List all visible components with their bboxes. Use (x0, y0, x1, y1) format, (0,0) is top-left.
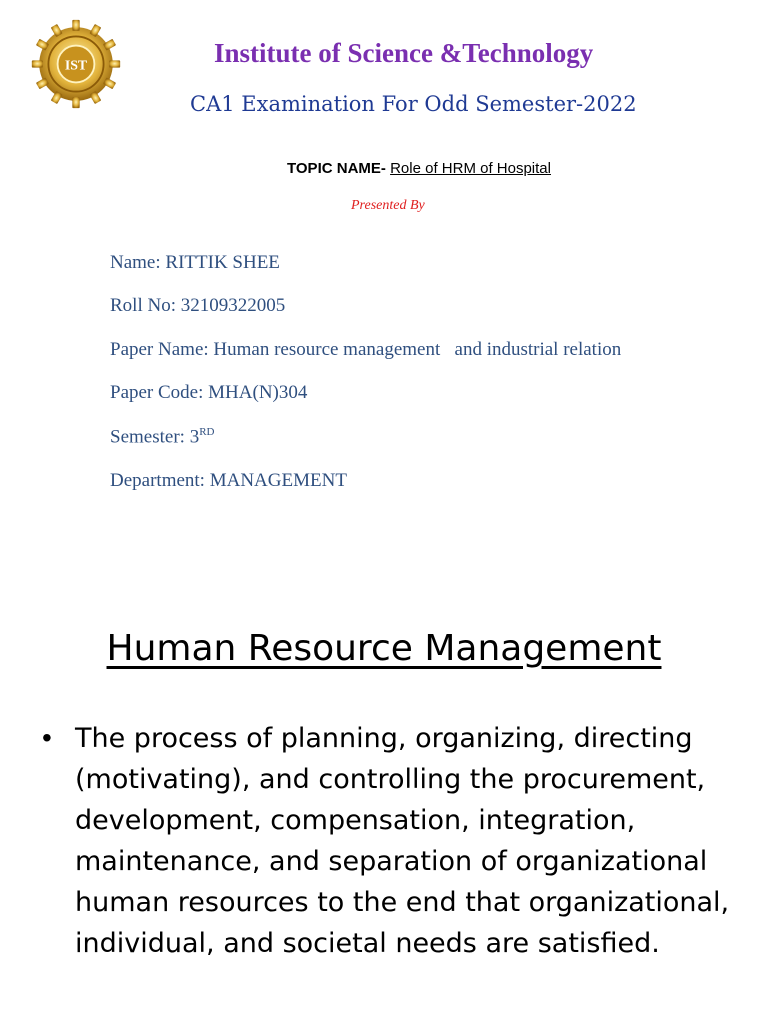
topic-value: Role of HRM of Hospital (390, 160, 551, 177)
detail-department (110, 470, 347, 492)
detail-paper-name (110, 339, 621, 361)
detail-value: RITTIK SHEE (165, 252, 280, 273)
detail-paper-code (110, 382, 307, 404)
detail-value: 32109322005 (180, 295, 286, 316)
exam-title: CA1 Examination For Odd Semester-2022 (190, 92, 637, 116)
topic-line (0, 160, 768, 177)
logo-text: IST (64, 57, 88, 73)
detail-semester (110, 426, 214, 448)
detail-roll-no (110, 295, 285, 317)
detail-value: 3 (189, 426, 200, 448)
institute-title: Institute of Science &Technology (214, 38, 594, 68)
detail-name (110, 252, 280, 274)
detail-label: Semester: (110, 426, 185, 448)
detail-label: Paper Code: (110, 382, 204, 403)
slide-heading: Human Resource Management (106, 628, 662, 669)
detail-value: MANAGEMENT (209, 470, 347, 491)
bullet-text: The process of planning, organizing, directing (motivating), and controlling the procurement, development, compensation, integration, maintenance, and separation of organizational human resources to the end that organizational, individual, and societal needs are satisfied. (75, 723, 730, 959)
detail-label: Name: (110, 252, 161, 273)
detail-value: Human resource management and industrial relation (213, 339, 622, 360)
detail-superscript: RD (199, 426, 215, 438)
topic-label: TOPIC NAME- (287, 160, 386, 177)
detail-label: Paper Name: (110, 339, 209, 360)
institute-logo (30, 18, 122, 110)
presented-by: Presented By (351, 198, 425, 213)
detail-label: Department: (110, 470, 205, 491)
detail-value: MHA(N)304 (208, 382, 308, 403)
bullet-marker: • (42, 722, 52, 753)
detail-label: Roll No: (110, 295, 176, 316)
